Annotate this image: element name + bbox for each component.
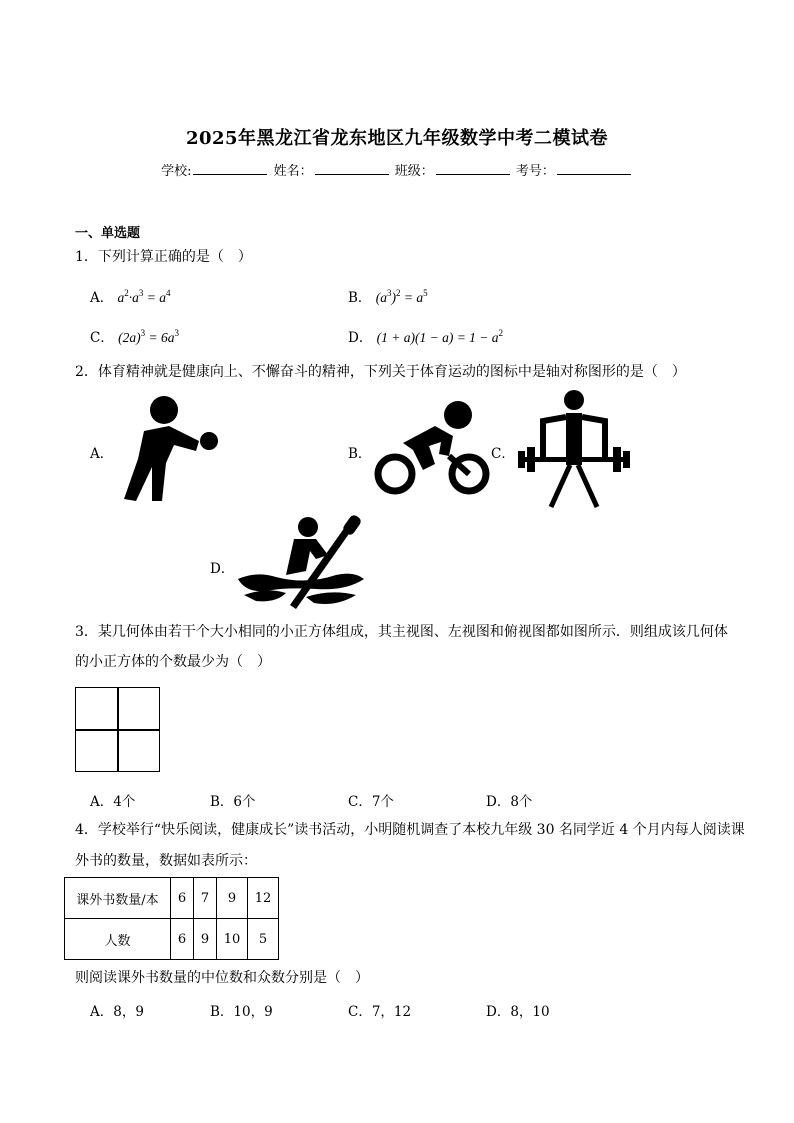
q1-option-c [90,326,179,346]
school-label: 学校: [161,164,192,179]
cycling-icon [373,398,493,498]
student-info-line [0,160,794,179]
kayaking-icon [236,513,376,613]
q4-option-b: B．10，9 [210,1004,273,1020]
q1-option-d [348,326,503,346]
q1-option-b [348,286,428,306]
q4-stem-line2: 外书的数量，数据如表所示： [75,853,257,869]
q3-option-a: A．4个 [90,794,136,810]
figure-horizontal-line [76,729,159,731]
table-cell: 6 [171,919,194,960]
weightlifting-icon [515,387,633,511]
name-blank[interactable] [315,161,389,175]
table-cell: 6 [171,878,194,919]
q3-option-d: D．8个 [486,794,533,810]
table-header-cell: 人数 [65,919,171,960]
q1-option-b-math: $(a^3)^2 = a^5$ [375,288,428,305]
q2-stem: 2．体育精神就是健康向上、不懈奋斗的精神，下列关于体育运动的图标中是轴对称图形的是（ ） [75,364,686,380]
table-cell: 12 [248,878,279,919]
q3-option-b: B．6个 [210,794,256,810]
q1-option-d-label: D． [348,330,373,346]
q2-option-d-label: D． [210,561,235,577]
q3-stem-line2: 的小正方体的个数最少为（ ） [75,654,271,670]
q4-stem-line1: 4．学校举行“快乐阅读，健康成长”读书活动，小明随机调查了本校九年级 30 名同学近 4 个月内每人阅读课 [75,822,745,838]
q4-option-a: A．8，9 [90,1004,144,1020]
name-label: 姓名： [273,164,313,179]
q4-question: 则阅读课外书数量的中位数和众数分别是（ ） [75,970,369,986]
q1-stem: 1．下列计算正确的是（ ） [75,249,252,265]
q2-option-c-label: C． [491,446,515,462]
table-cell: 7 [194,878,217,919]
class-label: 班级： [394,164,434,179]
volleyball-icon [114,393,224,505]
q1-option-a [90,286,171,306]
table-cell: 10 [217,919,248,960]
exam-number-blank[interactable] [557,161,631,175]
table-row [65,878,279,919]
table-row [65,919,279,960]
q4-option-c: C．7，12 [348,1004,412,1020]
table-cell: 9 [217,878,248,919]
class-blank[interactable] [436,161,510,175]
school-blank[interactable] [193,161,267,175]
table-cell: 9 [194,919,217,960]
q2-option-b-label: B． [348,446,372,462]
q3-option-c: C．7个 [348,794,394,810]
q1-option-d-math: $(1 + a)(1 - a) = 1 - a^2$ [376,328,504,345]
q1-option-a-math: $a^2\cdot a^3 = a^4$ [117,288,171,305]
exam-title: 2025年黑龙江省龙东地区九年级数学中考二模试卷 [185,128,609,149]
q1-option-c-math: $(2a)^3 = 6a^3$ [118,328,180,345]
table-cell: 5 [248,919,279,960]
q1-option-a-label: A． [90,290,114,306]
three-view-figure [75,687,160,772]
q1-option-b-label: B． [348,290,372,306]
q4-option-d: D．8，10 [486,1004,550,1020]
reading-data-table [64,877,279,960]
table-header-cell: 课外书数量/本 [65,878,171,919]
q1-option-c-label: C． [90,330,114,346]
exam-number-label: 考号： [515,164,555,179]
q2-option-a-label: A． [90,446,114,462]
q3-stem-line1: 3．某几何体由若干个大小相同的小正方体组成，其主视图、左视图和俯视图都如图所示．则组成该几何体 [75,624,728,640]
section-heading: 一、单选题 [75,226,141,241]
